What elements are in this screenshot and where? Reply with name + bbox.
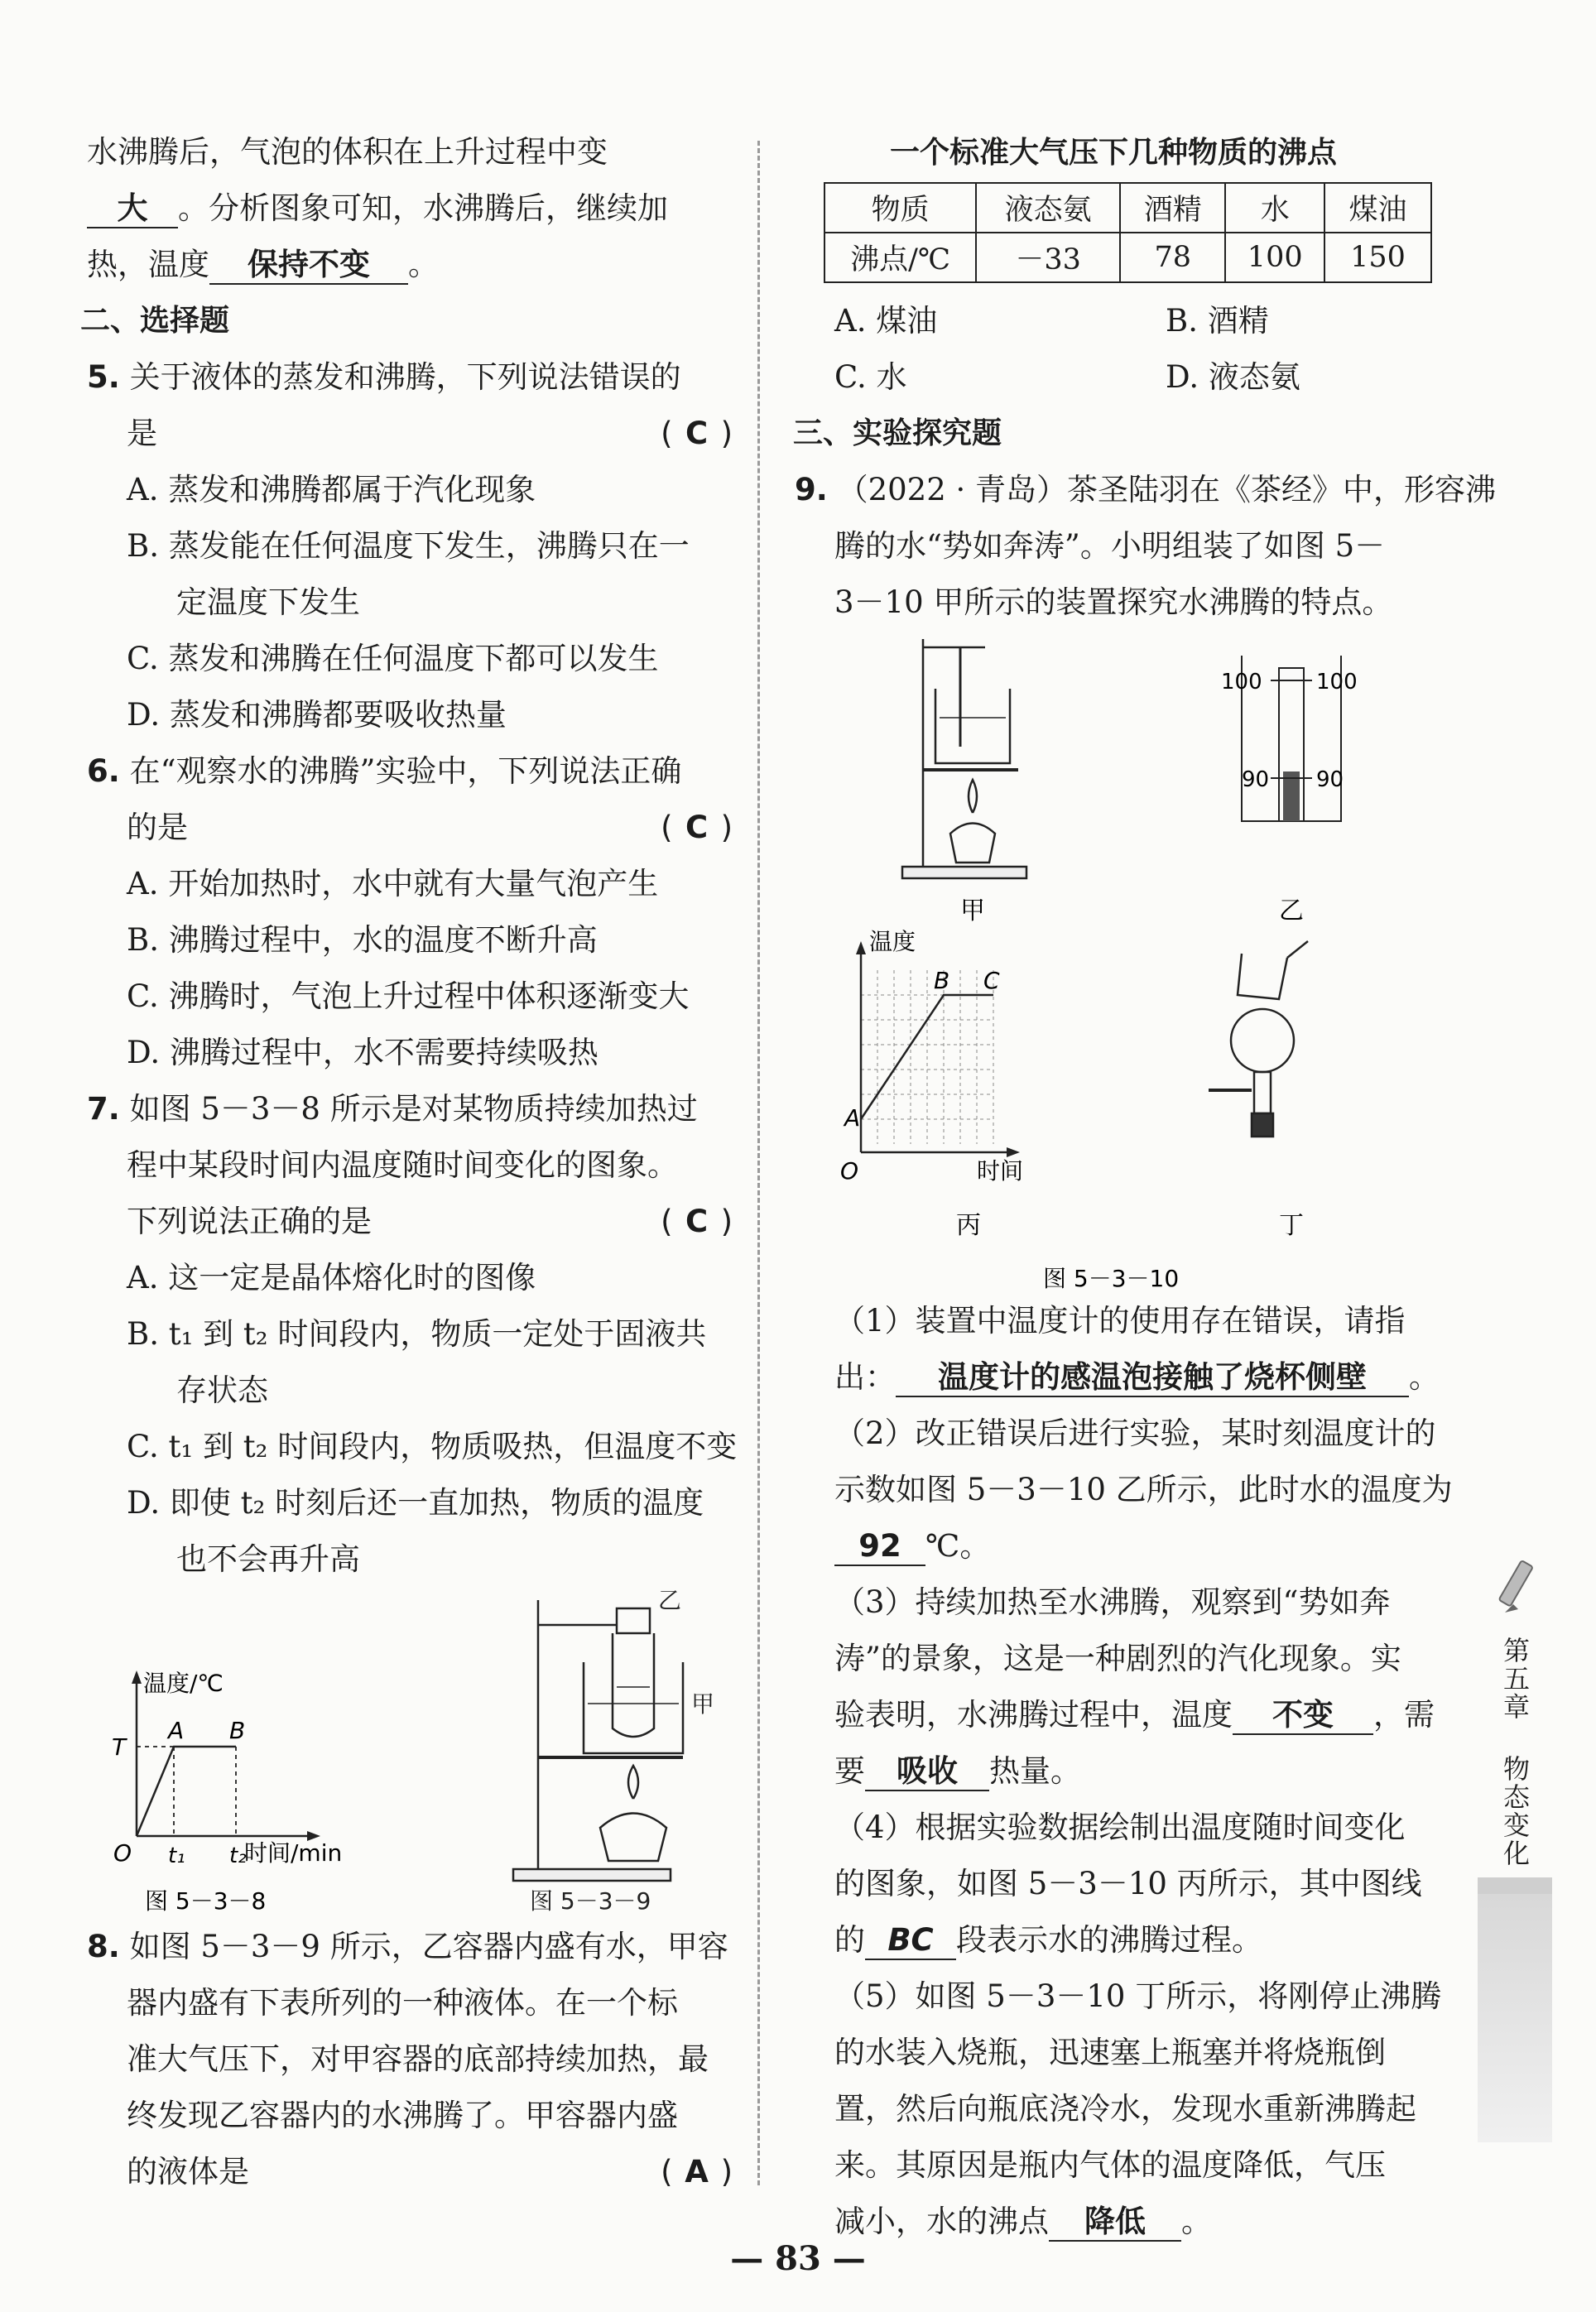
figure-caption: 图 5－3－9 [530, 1887, 651, 1915]
t2-label: t₂ [229, 1843, 247, 1868]
table-cell: 酒精 [1120, 183, 1225, 233]
answer-bracket: ( C ) [661, 810, 733, 845]
hand [1287, 941, 1308, 958]
pouring-cup [1238, 954, 1287, 999]
figures-8-9 [87, 1588, 733, 1919]
option-c: C. t₁ 到 t₂ 时间段内，物质吸热，但温度不变 [127, 1429, 738, 1464]
chapter-side-tab [1478, 1556, 1552, 2142]
point-a-label: A [168, 1717, 185, 1744]
table-title: 一个标准大气压下几种物质的沸点 [889, 136, 1337, 170]
intro-line-2: 大 。分析图象可知，水沸腾后，继续加 [87, 180, 733, 237]
y-axis-arrow [856, 941, 866, 954]
question-stem: 的液体是 ( A ) [87, 2144, 733, 2200]
point-b-label: B [934, 967, 950, 994]
flame [969, 780, 977, 813]
answer-blank: 温度计的感温泡接触了烧杯侧壁 [896, 1359, 1409, 1397]
answer-bracket: ( C ) [661, 1204, 733, 1239]
answer-blank: 吸收 [865, 1753, 989, 1791]
answer-bracket: ( A ) [661, 2154, 733, 2189]
figure-caption: 图 5－3－8 [145, 1887, 267, 1915]
sub-question-2-cont: 示数如图 5－3－10 乙所示，此时水的温度为 [834, 1472, 1453, 1507]
boiling-apparatus-jia [902, 639, 1026, 878]
sub-question-3-answer: 验表明，水沸腾过程中，温度 不变 ，需 [795, 1687, 1432, 1743]
sub-question-1: （1）装置中温度计的使用存在错误，请指 [834, 1303, 1406, 1339]
answer-blank: 不变 [1233, 1697, 1373, 1735]
table-cell: 物质 [824, 183, 976, 233]
t1-label: t₁ [168, 1843, 185, 1868]
option-a: A. 开始加热时，水中就有大量气泡产生 [127, 866, 659, 901]
sub-question-5-cont: 的水装入烧瓶，迅速塞上瓶塞并将烧瓶倒 [834, 2035, 1386, 2070]
jia-label: 甲 [691, 1690, 715, 1718]
section-heading: 二、选择题 [80, 304, 230, 338]
table-cell: 78 [1120, 233, 1225, 282]
table-cell: 液态氨 [976, 183, 1120, 233]
option-c: C. 沸腾时，气泡上升过程中体积逐渐变大 [127, 978, 690, 1014]
option-b: B. 酒精 [1166, 303, 1269, 339]
tick-label-90: 90 [1242, 767, 1270, 792]
sub-question-5-answer: 减小，水的沸点 降低 。 [795, 2194, 1432, 2250]
point-c-label: C [983, 967, 1000, 994]
flask-neck [1254, 1072, 1271, 1113]
answer-blank: 大 [87, 190, 178, 228]
question-stem: 终发现乙容器内的水沸腾了。甲容器内盛 [127, 2098, 678, 2133]
answer-bracket: ( C ) [661, 416, 733, 451]
question-stem: 3－10 甲所示的装置探究水沸腾的特点。 [834, 584, 1393, 620]
figure-5-3-10 [795, 631, 1432, 1293]
tick-label-100: 100 [1221, 670, 1262, 695]
table-cell: 沸点/℃ [824, 233, 976, 282]
x-axis-label: 时间 [977, 1157, 1024, 1185]
origin-label: O [113, 1839, 132, 1867]
question-stem: 器内盛有下表所列的一种液体。在一个标 [127, 1985, 678, 2021]
sub-question-3: （3）持续加热至水沸腾，观察到“势如奔 [834, 1584, 1391, 1620]
chapter-number: 第五章 [1499, 1637, 1531, 1721]
point-a-label: A [844, 1104, 861, 1132]
sub-question-5: （5）如图 5－3－10 丁所示，将刚停止沸腾 [834, 1978, 1442, 2014]
question-5: 5. 关于液体的蒸发和沸腾，下列说法错误的 [87, 359, 681, 395]
intro-line-3: 热，温度 保持不变 。 [87, 237, 733, 293]
option-c: C. 水 [834, 359, 907, 395]
tab-bar [1478, 1877, 1552, 1894]
option-d: D. 即使 t₂ 时刻后还一直加热，物质的温度 [127, 1485, 704, 1521]
table-row [824, 233, 1431, 282]
fig-ding-label: 丁 [1279, 1211, 1304, 1240]
answer-blank: 降低 [1049, 2204, 1181, 2242]
option-b-cont: 存状态 [176, 1372, 268, 1408]
fig-bing-label: 丙 [956, 1211, 981, 1240]
question-stem: 腾的水“势如奔涛”。小明组装了如图 5－ [834, 528, 1386, 564]
y-axis-label: 温度/℃ [143, 1670, 224, 1697]
flask-body [1231, 1009, 1294, 1072]
tube-yi [613, 1633, 654, 1737]
option-c: C. 蒸发和沸腾在任何温度下都可以发生 [127, 641, 659, 676]
y-axis-label: 温度 [869, 928, 916, 955]
stand-base [513, 1869, 671, 1881]
answer-blank: BC [865, 1922, 956, 1960]
temperature-curve [137, 1747, 236, 1836]
flame [628, 1766, 638, 1799]
sub-question-4-cont: 的图象，如图 5－3－10 丙所示，其中图线 [834, 1866, 1422, 1901]
fig-yi-label: 乙 [1279, 896, 1304, 925]
sub-question-3-answer: 要 吸收 热量。 [795, 1743, 1432, 1800]
sub-question-5-cont: 置，然后向瓶底浇冷水，发现水重新沸腾起 [834, 2091, 1416, 2127]
nested-container-apparatus [513, 1588, 714, 1915]
stopper [1252, 1113, 1273, 1137]
x-axis-label: 时间/min [244, 1839, 343, 1867]
option-d: D. 蒸发和沸腾都要吸收热量 [127, 697, 507, 733]
table-cell: 150 [1324, 233, 1431, 282]
section-heading: 三、实验探究题 [793, 416, 1002, 450]
table-cell: 100 [1225, 233, 1324, 282]
table-cell: 水 [1225, 183, 1324, 233]
t-label: T [112, 1733, 127, 1761]
q8-options-row [795, 349, 1432, 406]
option-a: A. 蒸发和沸腾都属于汽化现象 [127, 472, 536, 507]
figure-caption: 图 5－3－10 [1043, 1265, 1180, 1292]
fig-jia-label: 甲 [960, 896, 985, 925]
chapter-title: 物态变化 [1499, 1755, 1531, 1867]
inverted-flask-ding [1209, 941, 1308, 1137]
tab-gradient [1478, 1894, 1552, 2142]
alcohol-lamp [600, 1814, 666, 1862]
left-column [80, 124, 738, 2200]
table-header-row [824, 183, 1431, 233]
temperature-graph [112, 1670, 342, 1915]
alcohol-lamp [950, 824, 995, 863]
grid [861, 970, 993, 1144]
question-6: 6. 在“观察水的沸腾”实验中，下列说法正确 [87, 753, 682, 789]
question-stem: 的是 ( C ) [87, 800, 733, 856]
sub-question-1-answer: 出： 温度计的感温泡接触了烧杯侧壁 。 [795, 1349, 1432, 1406]
tick-label-100: 100 [1316, 670, 1358, 695]
clamp [617, 1608, 650, 1633]
intro-line-1: 水沸腾后，气泡的体积在上升过程中变 [87, 134, 608, 170]
stand-base [902, 867, 1026, 878]
question-8: 8. 如图 5－3－9 所示，乙容器内盛有水，甲容 [87, 1929, 728, 1964]
beaker-jia [584, 1662, 683, 1753]
option-a: A. 煤油 [834, 303, 938, 339]
option-d: D. 沸腾过程中，水不需要持续吸热 [127, 1035, 598, 1070]
question-stem: 下列说法正确的是 ( C ) [87, 1194, 733, 1250]
table-cell: 煤油 [1324, 183, 1431, 233]
pencil-icon [1490, 1556, 1540, 1622]
question-stem: 是 ( C ) [87, 406, 733, 462]
tick-label-90: 90 [1316, 767, 1344, 792]
option-b: B. 沸腾过程中，水的温度不断升高 [127, 922, 598, 958]
sub-question-4: （4）根据实验数据绘制出温度随时间变化 [834, 1810, 1406, 1845]
option-b-cont: 定温度下发生 [176, 584, 360, 620]
option-b: B. 蒸发能在任何温度下发生，沸腾只在一 [127, 528, 690, 564]
boiling-graph-bing [840, 928, 1023, 1185]
beaker [935, 689, 1010, 763]
sub-question-4-answer: 的 BC 段表示水的沸腾过程。 [795, 1912, 1432, 1968]
figure-row [87, 1588, 733, 1919]
sub-question-2: （2）改正错误后进行实验，某时刻温度计的 [834, 1416, 1436, 1451]
y-axis-arrow [132, 1670, 142, 1684]
option-a: A. 这一定是晶体熔化时的图像 [127, 1260, 536, 1295]
origin-label: O [840, 1157, 859, 1185]
question-stem: 程中某段时间内温度随时间变化的图象。 [127, 1147, 678, 1183]
column-divider [757, 141, 760, 2185]
sub-question-2-answer: 92 ℃。 [795, 1518, 1432, 1574]
boiling-point-table [824, 182, 1432, 283]
x-axis-arrow [1007, 1147, 1020, 1157]
q8-options-row [795, 293, 1432, 349]
right-column [793, 124, 1497, 2250]
question-stem: 准大气压下，对甲容器的底部持续加热，最 [127, 2041, 709, 2077]
answer-blank: 保持不变 [209, 247, 408, 285]
option-d: D. 液态氨 [1166, 359, 1300, 395]
sub-question-3-cont: 涛”的景象，这是一种剧烈的汽化现象。实 [834, 1641, 1401, 1676]
question-9: 9. （2022 · 青岛）茶圣陆羽在《茶经》中，形容沸 [795, 472, 1497, 507]
yi-label: 乙 [658, 1588, 682, 1614]
option-b: B. t₁ 到 t₂ 时间段内，物质一定处于固液共 [127, 1316, 707, 1352]
page-number: — 83 — [730, 2239, 866, 2278]
table-cell: －33 [976, 233, 1120, 282]
sub-question-5-cont: 来。其原因是瓶内气体的温度降低，气压 [834, 2147, 1386, 2183]
question-7: 7. 如图 5－3－8 所示是对某物质持续加热过 [87, 1091, 698, 1127]
answer-blank: 92 [834, 1528, 925, 1566]
option-d-cont: 也不会再升高 [176, 1541, 360, 1577]
point-b-label: B [229, 1717, 246, 1744]
